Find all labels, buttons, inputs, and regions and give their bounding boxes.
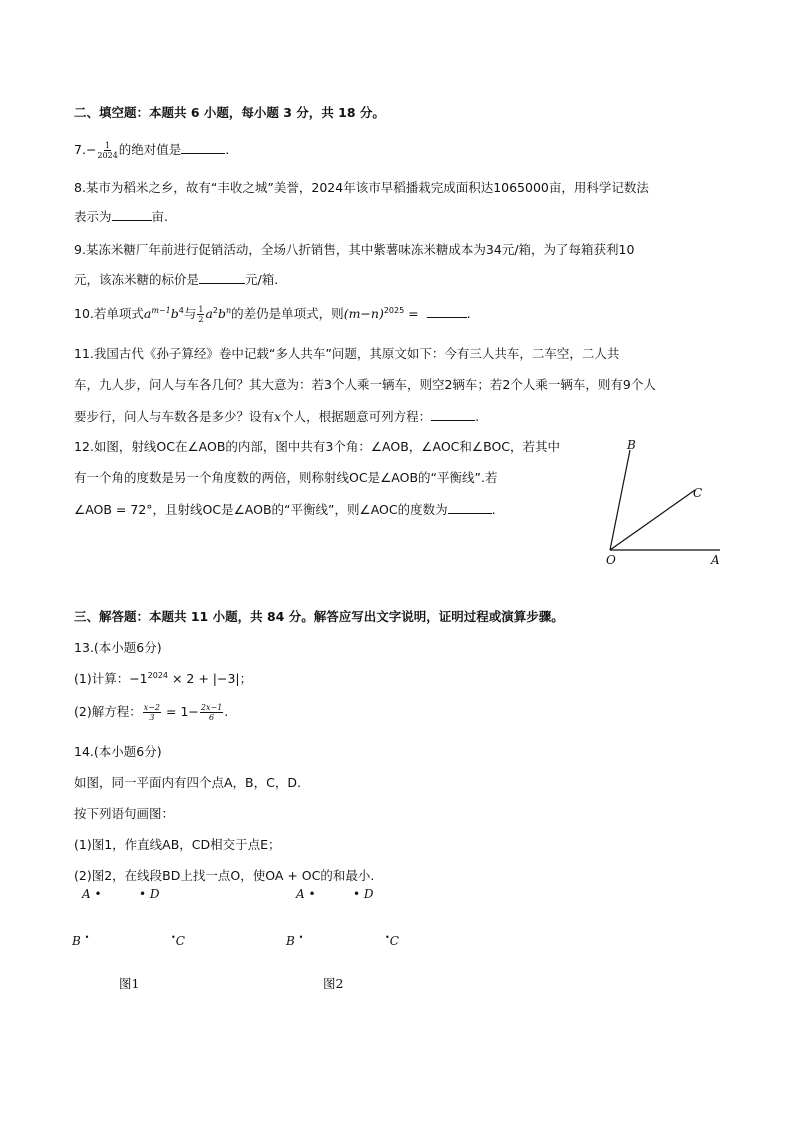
q10-fraction: $\frac{1}{2}$	[198, 305, 204, 324]
question-11-line-3: 要步行，问人与车数各是多少？设有x个人，根据题意可列方程： .	[74, 409, 480, 424]
question-14-line-2: 按下列语句画图：	[74, 806, 175, 821]
question-7: 7.− $\frac{1}{2024}$ 的绝对值是 .	[74, 141, 230, 160]
q12-label-a: A	[711, 553, 720, 567]
question-12-line-2: 有一个角的度数是另一个角度数的两倍，则称射线OC是∠AOB的“平衡线”.若	[74, 470, 498, 485]
q7-fraction: $\frac{1}{2024}$	[97, 141, 118, 160]
fig2-point-c: •C	[385, 933, 399, 948]
ray-oc	[610, 490, 695, 550]
fig1-point-a: A •	[82, 887, 102, 901]
fig1-point-b: B •	[72, 933, 90, 948]
question-12-line-3: ∠AOB = 72°，且射线OC是∠AOB的“平衡线”，则∠AOC的度数为 .	[74, 502, 496, 517]
q11-answer-blank[interactable]	[431, 408, 475, 421]
q7-text: 的绝对值是	[118, 142, 182, 157]
question-9-line-1: 9.某冻米糖厂年前进行促销活动，全场八折销售，其中紫薯味冻米糖成本为34元/箱，为了每箱获利10	[74, 242, 635, 257]
question-11-line-2: 车，九人步，问人与车各几何？其大意为：若3个人乘一辆车，则空2辆车；若2个人乘一辆车，则有9个人	[74, 377, 656, 392]
question-12-line-1: 12.如图，射线OC在∠AOB的内部，图中共有3个角：∠AOB，∠AOC和∠BOC，若其中	[74, 439, 561, 454]
q12-angle-figure	[600, 435, 730, 570]
q10-answer-blank[interactable]	[427, 305, 467, 318]
q7-number: 7.	[74, 142, 86, 157]
section-2-heading: 二、填空题：本题共 6 小题，每小题 3 分，共 18 分。	[74, 105, 385, 120]
q12-answer-blank[interactable]	[448, 501, 492, 514]
question-14-part-2: (2)图2，在线段BD上找一点O，使OA + OC的和最小.	[74, 868, 375, 883]
fig2-point-b: B •	[286, 933, 304, 948]
q7-minus: −	[85, 142, 97, 157]
question-10: 10.若单项式$a^{m-1}b^4$与 $\frac{1}{2}$ $a^2b^n$的差仍是单项式，则$(m-n)^{2025}$ = .	[74, 305, 471, 324]
question-8-line-2: 表示为 亩.	[74, 209, 168, 224]
question-13-part-1: (1)计算：$-1^{2024} \times 2 + |-3|$；	[74, 670, 253, 686]
fig1-caption: 图1	[119, 976, 140, 991]
q12-label-b: B	[627, 438, 636, 452]
section-3-heading: 三、解答题：本题共 11 小题，共 84 分。解答应写出文字说明，证明过程或演算步骤。	[74, 609, 564, 624]
fig2-point-d: • D	[353, 887, 374, 901]
question-14-part-1: (1)图1，作直线AB，CD相交于点E；	[74, 837, 281, 852]
fig1-point-d: • D	[139, 887, 160, 901]
q9-answer-blank[interactable]	[199, 271, 245, 284]
fig2-caption: 图2	[323, 976, 344, 991]
question-8-line-1: 8.某市为稻米之乡，故有“丰收之城”美誉，2024年该市早稻播栽完成面积达1065000亩，用科学记数法	[74, 180, 649, 195]
question-13-part-2: (2)解方程： $\frac{x-2}{3}$ = 1− $\frac{2x-1}{6}$ .	[74, 703, 229, 722]
ray-ob	[610, 450, 630, 550]
q8-answer-blank[interactable]	[112, 208, 152, 221]
question-11-line-1: 11.我国古代《孙子算经》卷中记载“多人共车”问题，其原文如下：今有三人共车，二车空，二人共	[74, 346, 620, 361]
q13-fraction-1: $\frac{x-2}{3}$	[143, 703, 161, 722]
q7-answer-blank[interactable]	[181, 141, 225, 154]
q12-label-o: O	[606, 553, 616, 567]
question-9-line-2: 元，该冻米糖的标价是 元/箱.	[74, 272, 279, 287]
question-13-title: 13.(本小题6分)	[74, 640, 162, 655]
fig2-point-a: A •	[296, 887, 316, 901]
q13-fraction-2: $\frac{2x-1}{6}$	[200, 703, 223, 722]
question-14-title: 14.(本小题6分)	[74, 744, 162, 759]
question-14-line-1: 如图，同一平面内有四个点A，B，C，D.	[74, 775, 301, 790]
q12-label-c: C	[693, 486, 703, 500]
fig1-point-c: •C	[171, 933, 185, 948]
